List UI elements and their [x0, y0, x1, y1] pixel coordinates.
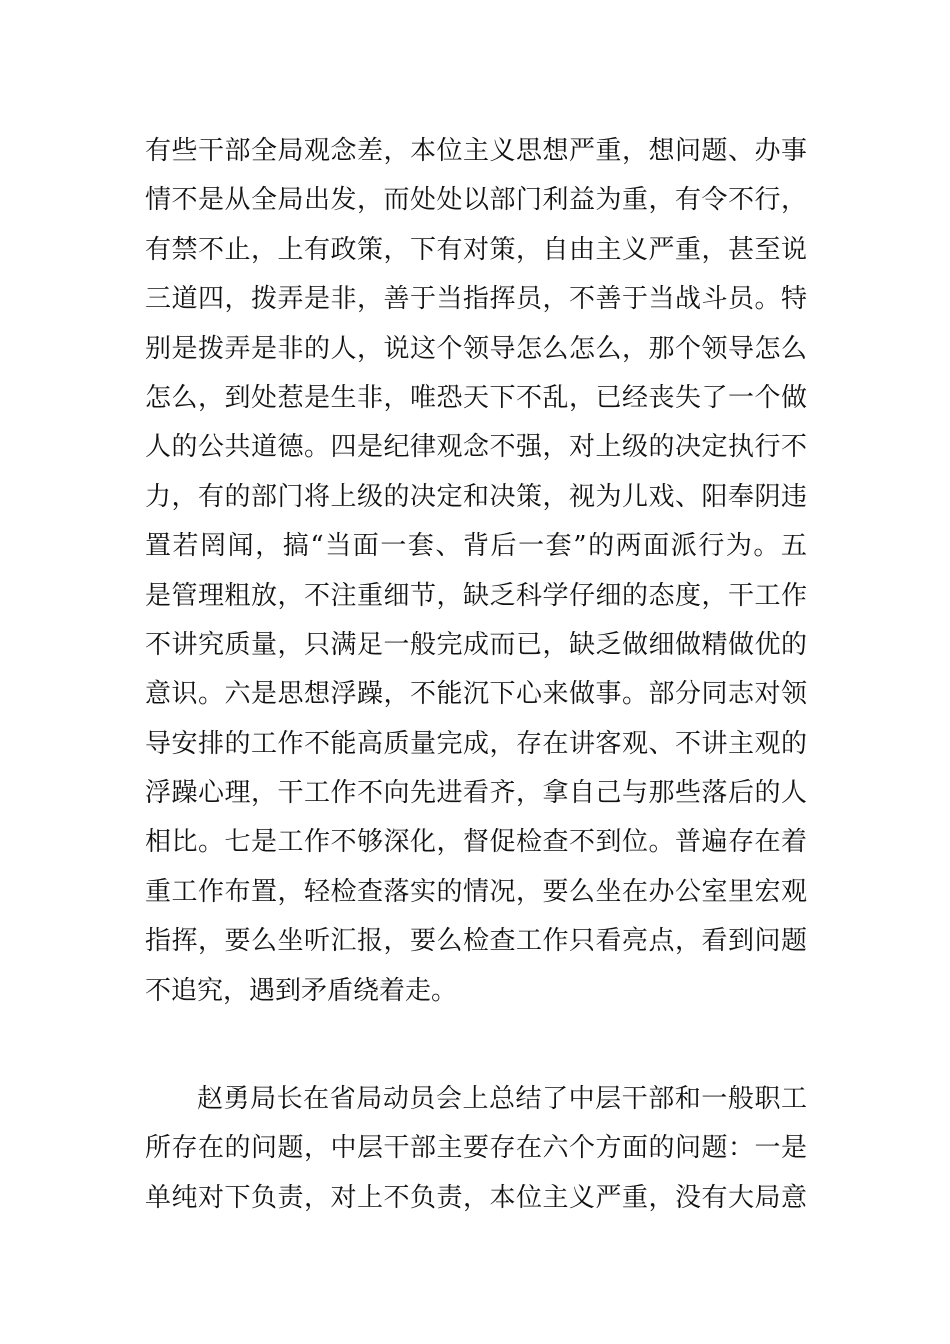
paragraph-1: [145, 127, 807, 1016]
text-line: 是管理粗放，不注重细节，缺乏科学仔细的态度，干工作: [145, 580, 807, 611]
text-line: 所存在的问题，中层干部主要存在六个方面的问题：一是: [145, 1133, 807, 1164]
text-line: 不讲究质量，只满足一般完成而已，缺乏做细做精做优的: [145, 629, 807, 660]
text-line: 指挥，要么坐听汇报，要么检查工作只看亮点，看到问题: [145, 926, 807, 957]
text-line: 有禁不止，上有政策，下有对策，自由主义严重，甚至说: [145, 234, 807, 265]
text-line: 赵勇局长在省局动员会上总结了中层干部和一般职工: [197, 1084, 807, 1114]
text-line: 导安排的工作不能高质量完成，存在讲客观、不讲主观的: [145, 728, 807, 759]
text-line: 有些干部全局观念差，本位主义思想严重，想问题、办事: [145, 136, 807, 166]
text-line: 置若罔闻，搞“当面一套、背后一套”的两面派行为。五: [145, 531, 807, 562]
text-line: 力，有的部门将上级的决定和决策，视为儿戏、阳奉阴违: [145, 481, 807, 512]
text-line: 单纯对下负责，对上不负责，本位主义严重，没有大局意: [145, 1182, 807, 1213]
text-line: 相比。七是工作不够深化，督促检查不到位。普遍存在着: [145, 827, 807, 858]
text-line: 三道四，拨弄是非，善于当指挥员，不善于当战斗员。特: [145, 284, 807, 315]
text-line: 情不是从全局出发，而处处以部门利益为重，有令不行，: [145, 185, 807, 216]
text-line: 别是拨弄是非的人，说这个领导怎么怎么，那个领导怎么: [145, 333, 807, 364]
text-line: 意识。六是思想浮躁，不能沉下心来做事。部分同志对领: [145, 679, 807, 710]
text-line: 怎么，到处惹是生非，唯恐天下不乱，已经丧失了一个做: [145, 382, 807, 413]
text-line: 浮躁心理，干工作不向先进看齐，拿自己与那些落后的人: [145, 778, 807, 809]
text-line: 不追究，遇到矛盾绕着走。: [145, 975, 458, 1006]
text-line: 人的公共道德。四是纪律观念不强，对上级的决定执行不: [145, 432, 807, 463]
paragraph-2: [145, 1075, 807, 1223]
text-line: 重工作布置，轻检查落实的情况，要么坐在办公室里宏观: [145, 876, 807, 907]
